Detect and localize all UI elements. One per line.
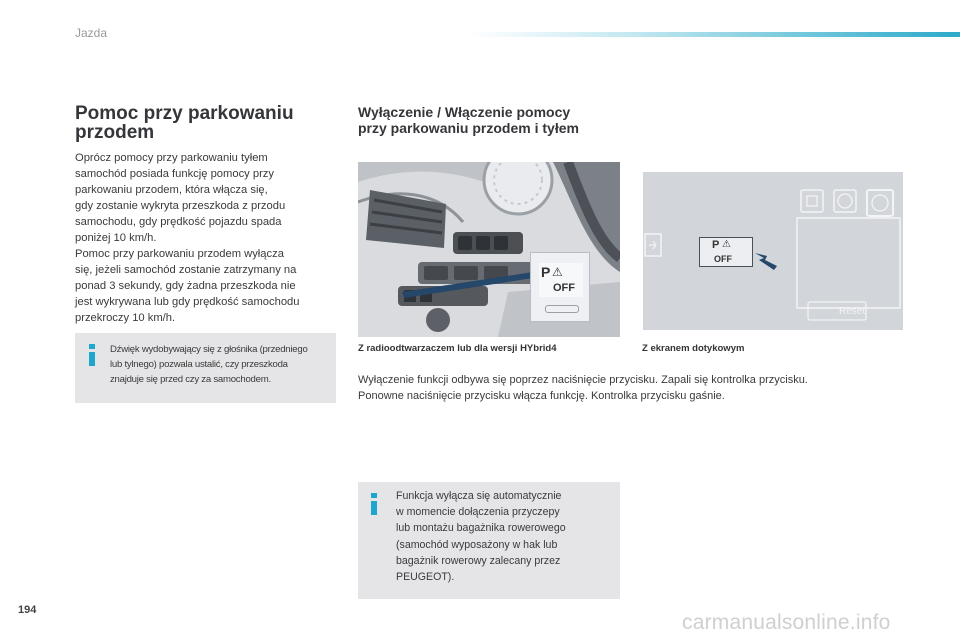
left-body-line: samochód posiada funkcję pomocy przy	[75, 168, 274, 180]
note-line: w momencie dołączenia przyczepy	[396, 506, 560, 519]
info-note-trailer	[358, 482, 620, 599]
touch-park-symbol: P	[712, 239, 720, 251]
figure1-caption: Z radioodtwarzaczem lub dla wersji HYbrid4	[358, 343, 557, 354]
info-icon	[89, 344, 95, 366]
left-body-text	[75, 150, 337, 326]
touchscreen-figure	[643, 172, 903, 330]
park-button-symbol: P	[541, 264, 551, 280]
watermark: carmanualsonline.info	[682, 611, 891, 634]
left-body-line: ponad 3 sekundy, gdy żadna przeszkoda nie	[75, 280, 296, 292]
button-indicator	[545, 305, 579, 313]
note-line: PEUGEOT).	[396, 571, 455, 584]
left-title-line1: Pomoc przy parkowaniu	[75, 103, 294, 124]
park-button-label: OFF	[553, 282, 575, 294]
right-body-text	[358, 372, 918, 404]
info-note-sound	[75, 333, 336, 403]
left-body-line: samochodu, gdy prędkość pojazdu spada	[75, 216, 282, 228]
left-body-line: się, jeżeli samochód zostanie zatrzymany na	[75, 264, 297, 276]
note-line: lub tylnego) pozwala ustalić, czy przeszkoda	[110, 359, 288, 370]
section-label: Jazda	[75, 26, 108, 40]
left-body-line: jest wykrywana lub gdy prędkość samochodu	[75, 296, 300, 308]
right-body-line: Wyłączenie funkcji odbywa się poprzez naciśnięcie przycisku. Zapali się kontrolka przycisku.	[358, 374, 808, 386]
left-body-line: gdy zostanie wykryta przeszkoda z przodu	[75, 200, 286, 212]
left-body-line: parkowaniu przodem, która włącza się,	[75, 184, 268, 196]
figure2-caption: Z ekranem dotykowym	[642, 343, 745, 354]
touch-park-label: OFF	[714, 254, 732, 264]
left-body-line: poniżej 10 km/h.	[75, 232, 157, 244]
note-line: (samochód wyposażony w hak lub	[396, 538, 558, 551]
park-sensor-off-button	[539, 263, 583, 297]
left-section-title	[75, 104, 345, 142]
parking-sensor-icon: ⚠	[552, 265, 563, 279]
note-line: Dźwięk wydobywający się z głośnika (przedniego	[110, 344, 308, 355]
page-number: 194	[18, 604, 37, 616]
touch-park-off-button	[699, 237, 753, 267]
left-body-line: Pomoc przy parkowaniu przodem wyłącza	[75, 248, 284, 260]
header-accent-bar	[470, 32, 960, 37]
parking-sensor-icon: ⚠	[722, 239, 731, 250]
right-title-line1: Wyłączenie / Włączenie pomocy	[358, 104, 571, 120]
left-title-line2: przodem	[75, 122, 155, 143]
left-body-line: przekroczy 10 km/h.	[75, 312, 176, 324]
reset-label: Reset	[839, 306, 866, 317]
right-body-line: Ponowne naciśnięcie przycisku włącza funkcję. Kontrolka przycisku gaśnie.	[358, 390, 725, 402]
note-line: bagażnik rowerowy zalecany przez	[396, 554, 561, 567]
right-section-title	[358, 104, 638, 136]
info-icon	[371, 493, 377, 515]
right-title-line2: przy parkowaniu przodem i tyłem	[358, 120, 579, 136]
left-body-line: Oprócz pomocy przy parkowaniu tyłem	[75, 152, 268, 164]
note-line: lub montażu bagażnika rowerowego	[396, 522, 566, 535]
note-line: Funkcja wyłącza się automatycznie	[396, 490, 562, 502]
parking-button-zoom	[530, 252, 590, 322]
note-line: znajduje się przed czy za samochodem.	[110, 374, 271, 385]
dashboard-figure	[358, 162, 620, 337]
